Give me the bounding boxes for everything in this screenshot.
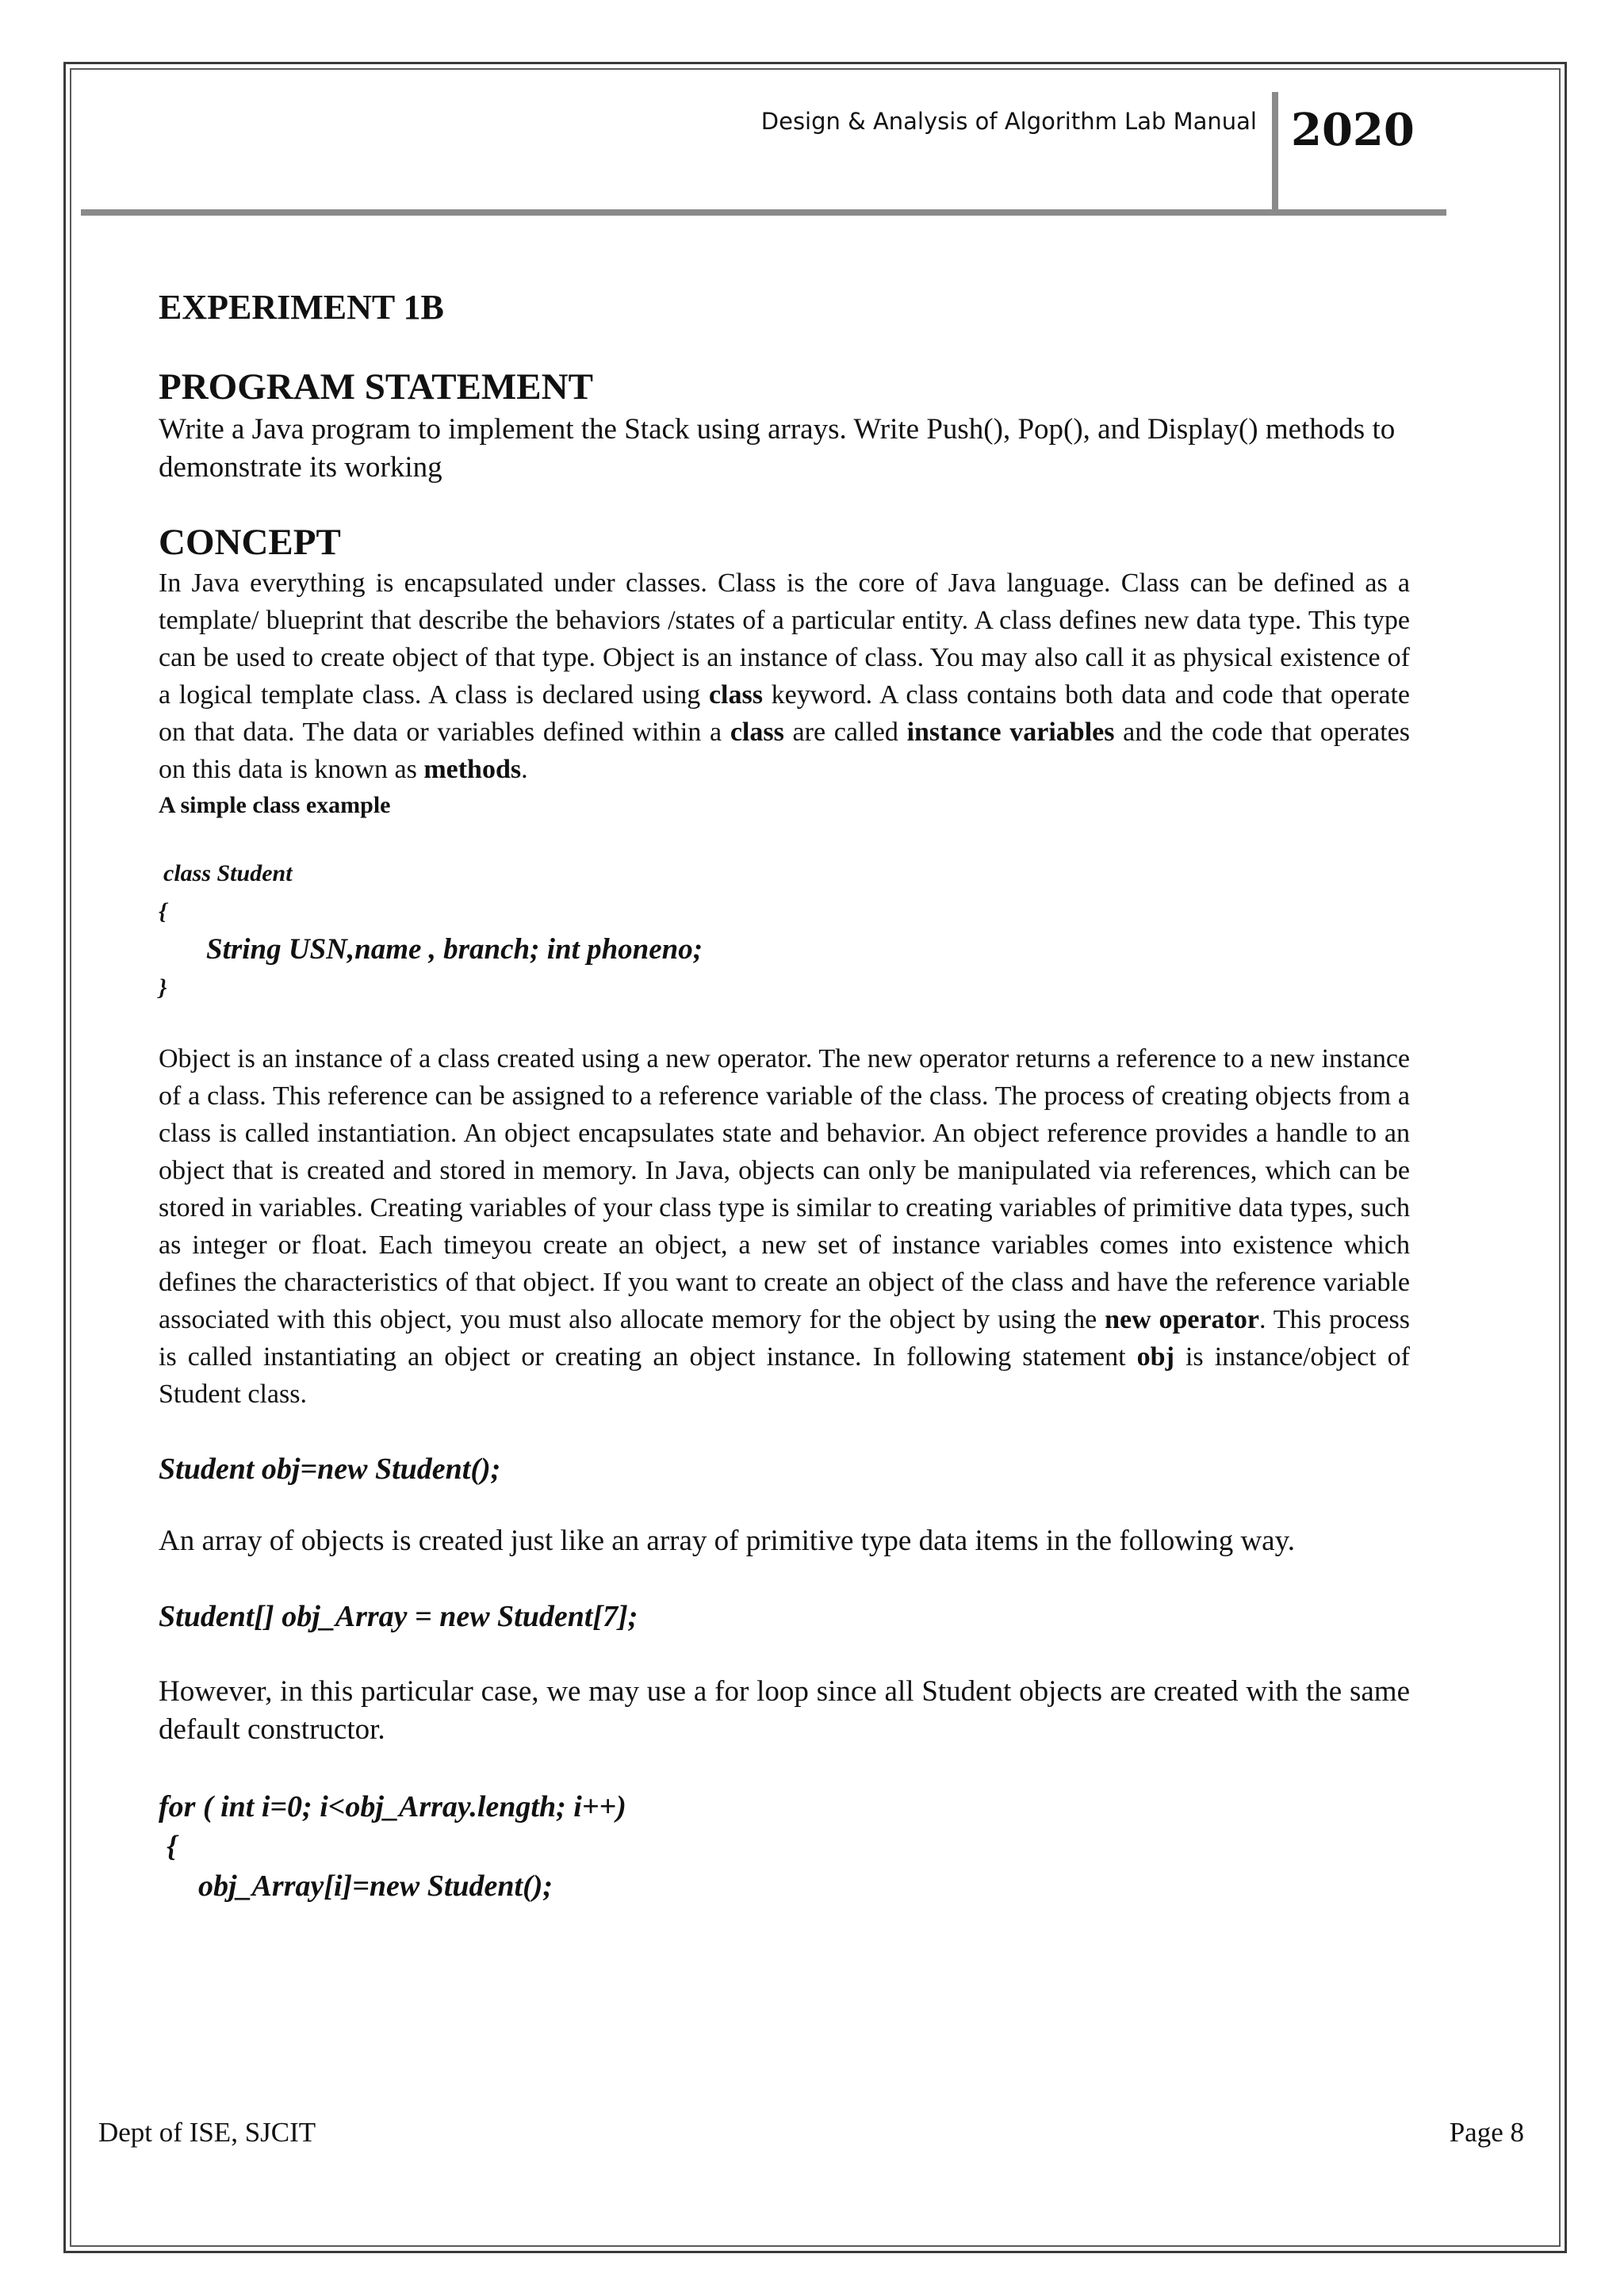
program-statement-text: Write a Java program to implement the Stack using arrays. Write Push(), Pop(), and Display() methods to demonstrate its working (159, 413, 1396, 484)
header-title: Design & Analysis of Algorithm Lab Manual (760, 108, 1257, 135)
for-loop-code-block (159, 1787, 1410, 1906)
concept-paragraph-3: An array of objects is created just like an array of primitive type data items in the following way. (159, 1525, 1295, 1557)
header-divider (1272, 92, 1278, 211)
header-rule (81, 209, 1446, 216)
code-line: } (159, 974, 167, 1001)
concept-paragraph-1: In Java everything is encapsulated under classes. Class is the core of Java language. Class can be defined as a template/ blueprint that describe the behaviors /states of a particular entity. A class defines new data type. This type can be used to create object of that type. Object is an instance of class. You may also call it as physical existence of a logical template class. A class is declared using class keyword. A class contains both data and code that operate on that data. The data or variables defined within a class are called instance variables and the code that operates on this data is known as methods. (159, 568, 1410, 784)
code-line: { (167, 1830, 178, 1863)
class-code-block (159, 855, 1410, 1007)
code-line: class Student (163, 860, 293, 886)
code-object-creation: Student obj=new Student(); (159, 1452, 501, 1486)
footer-department: Dept of ISE, SJCIT (98, 2117, 316, 2148)
simple-class-example-label: A simple class example (159, 792, 391, 818)
experiment-heading: EXPERIMENT 1B (159, 288, 444, 327)
footer-page-number: Page 8 (1449, 2117, 1524, 2148)
code-line: { (159, 898, 167, 924)
program-statement-heading: PROGRAM STATEMENT (159, 366, 593, 408)
code-line: String USN,name , branch; int phoneno; (206, 933, 703, 966)
concept-paragraph-4: However, in this particular case, we may use a for loop since all Student objects are created with the same default constructor. (159, 1675, 1410, 1746)
code-line: for ( int i=0; i<obj_Array.length; i++) (159, 1790, 626, 1823)
page-content (159, 285, 1410, 1906)
code-array-creation: Student[] obj_Array = new Student[7]; (159, 1600, 638, 1633)
header-year: 2020 (1291, 104, 1415, 156)
concept-paragraph-2: Object is an instance of a class created using a new operator. The new operator returns a reference to a new instance of a class. This reference can be assigned to a reference variable of the class. The process of creating objects from a class is called instantiation. An object encapsulates state and behavior. An object reference provides a handle to an object that is created and stored in memory. In Java, objects can only be manipulated via references, which can be stored in variables. Creating variables of your class type is similar to creating variables of primitive data types, such as integer or float. Each timeyou create an object, a new set of instance variables comes into existence which defines the characteristics of that object. If you want to create an object of the class and have the reference variable associated with this object, you must also allocate memory for the object by using the new operator. This process is called instantiating an object or creating an object instance. In following statement obj is instance/object of Student class. (159, 1044, 1411, 1409)
code-line: obj_Array[i]=new Student(); (198, 1869, 553, 1903)
concept-heading: CONCEPT (159, 522, 341, 563)
